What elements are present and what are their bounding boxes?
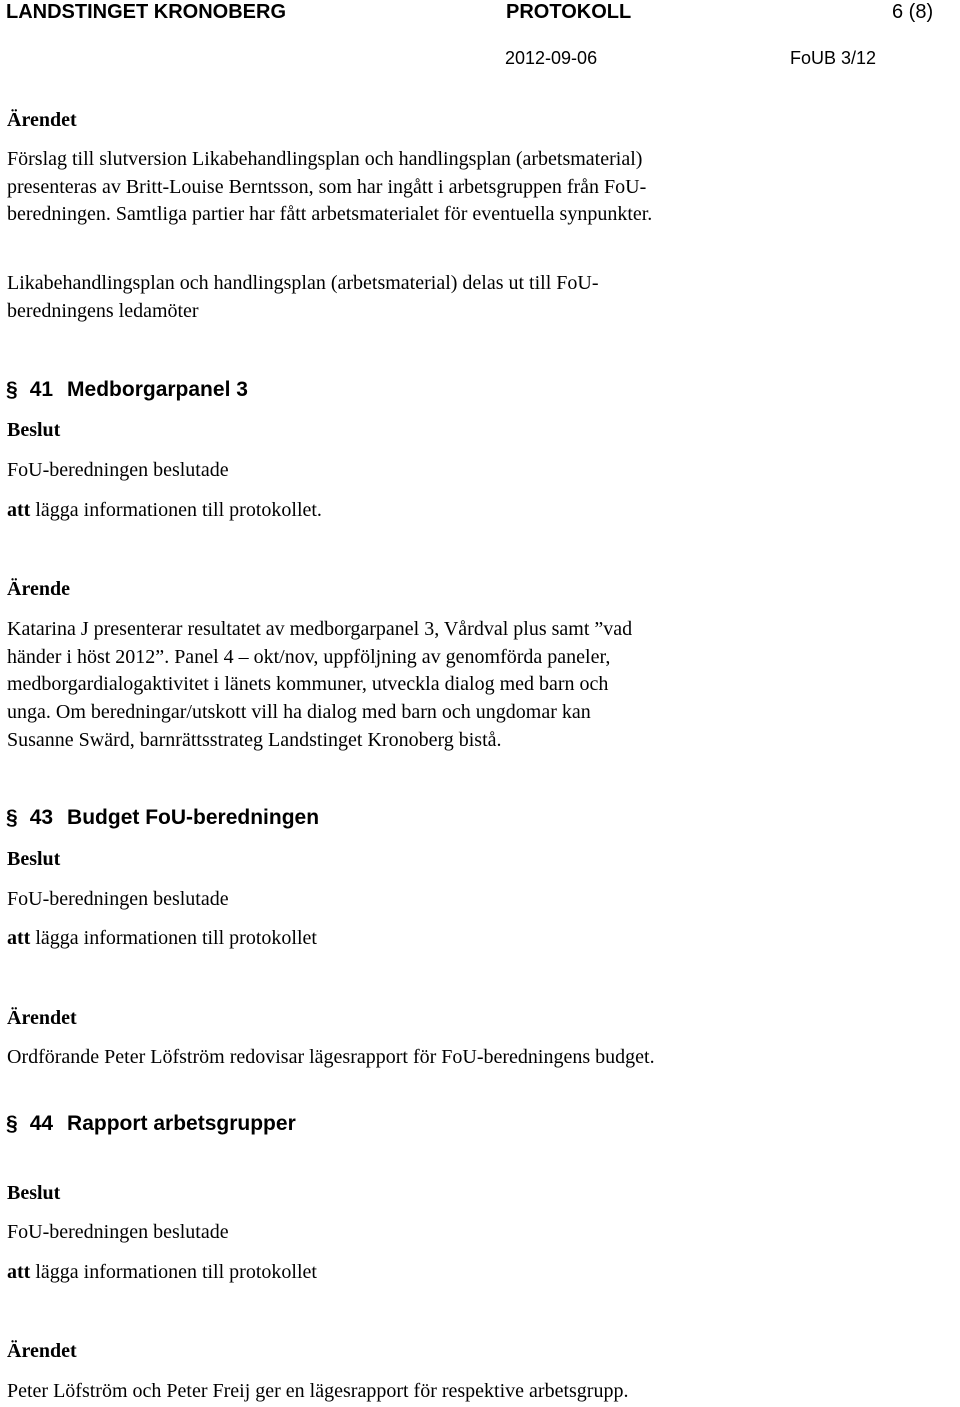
arendet-heading: Ärendet (7, 1340, 77, 1362)
section-41-body (7, 616, 632, 755)
text-line: händer i höst 2012”. Panel 4 – okt/nov, uppföljning av genomförda paneler, (7, 645, 611, 668)
text-line: beredningen. Samtliga partier har fått arbetsmaterialet för eventuella synpunkter. (7, 203, 653, 226)
section-43-body: Ordförande Peter Löfström redovisar lägesrapport för FoU-beredningens budget. (7, 1046, 655, 1068)
decision-line: FoU-beredningen beslutade (7, 1221, 229, 1243)
document-reference: FoUB 3/12 (790, 48, 877, 68)
intro-paragraph-1 (7, 146, 652, 229)
att-text: lägga informationen till protokollet (30, 927, 317, 949)
text-line: presenteras av Britt-Louise Berntsson, som har ingått i arbetsgruppen från FoU- (7, 175, 647, 198)
section-44-body: Peter Löfström och Peter Freij ger en lägesrapport för respektive arbetsgrupp. (7, 1380, 629, 1402)
arendet-heading: Ärendet (7, 109, 77, 131)
att-word: att (7, 499, 31, 521)
text-line: Katarina J presenterar resultatet av medborgarpanel 3, Vårdval plus samt ”vad (7, 618, 633, 640)
section-heading (6, 806, 319, 830)
text-line: Susanne Swärd, barnrättsstrateg Landstinget Kronoberg bistå. (7, 728, 502, 751)
intro-paragraph-2 (7, 270, 599, 325)
section-number: 44 (29, 1112, 54, 1135)
decision-att (7, 1259, 317, 1287)
att-word: att (7, 927, 31, 949)
page-number: 6 (8) (892, 1, 934, 23)
text-line: beredningens ledamöter (7, 299, 199, 322)
decision-line: FoU-beredningen beslutade (7, 888, 229, 910)
beslut-label: Beslut (7, 848, 61, 870)
section-number: 41 (29, 378, 54, 401)
decision-att (7, 925, 317, 953)
text-line: Likabehandlingsplan och handlingsplan (arbetsmaterial) delas ut till FoU- (7, 272, 599, 294)
paragraph-symbol: § (6, 806, 18, 829)
section-heading (6, 378, 248, 402)
beslut-label: Beslut (7, 1182, 61, 1204)
att-text: lägga informationen till protokollet (30, 1261, 317, 1283)
text-line: Förslag till slutversion Likabehandlingsplan och handlingsplan (arbetsmaterial) (7, 148, 643, 170)
section-heading (6, 1112, 296, 1136)
organization-name: LANDSTINGET KRONOBERG (6, 1, 286, 23)
arende-heading: Ärende (7, 578, 70, 600)
beslut-label: Beslut (7, 419, 61, 441)
section-number: 43 (29, 806, 54, 829)
text-line: medborgardialogaktivitet i länets kommuner, utveckla dialog med barn och (7, 673, 609, 696)
document-type: PROTOKOLL (506, 1, 632, 23)
document-date: 2012-09-06 (505, 48, 598, 68)
paragraph-symbol: § (6, 378, 18, 401)
arendet-heading: Ärendet (7, 1007, 77, 1029)
paragraph-symbol: § (6, 1112, 18, 1135)
decision-line: FoU-beredningen beslutade (7, 459, 229, 481)
section-title: Medborgarpanel 3 (67, 378, 248, 401)
decision-att (7, 497, 322, 525)
att-word: att (7, 1261, 31, 1283)
text-line: unga. Om beredningar/utskott vill ha dialog med barn och ungdomar kan (7, 701, 591, 724)
section-title: Rapport arbetsgrupper (67, 1112, 296, 1135)
section-title: Budget FoU-beredningen (67, 806, 320, 829)
att-text: lägga informationen till protokollet. (30, 499, 322, 521)
